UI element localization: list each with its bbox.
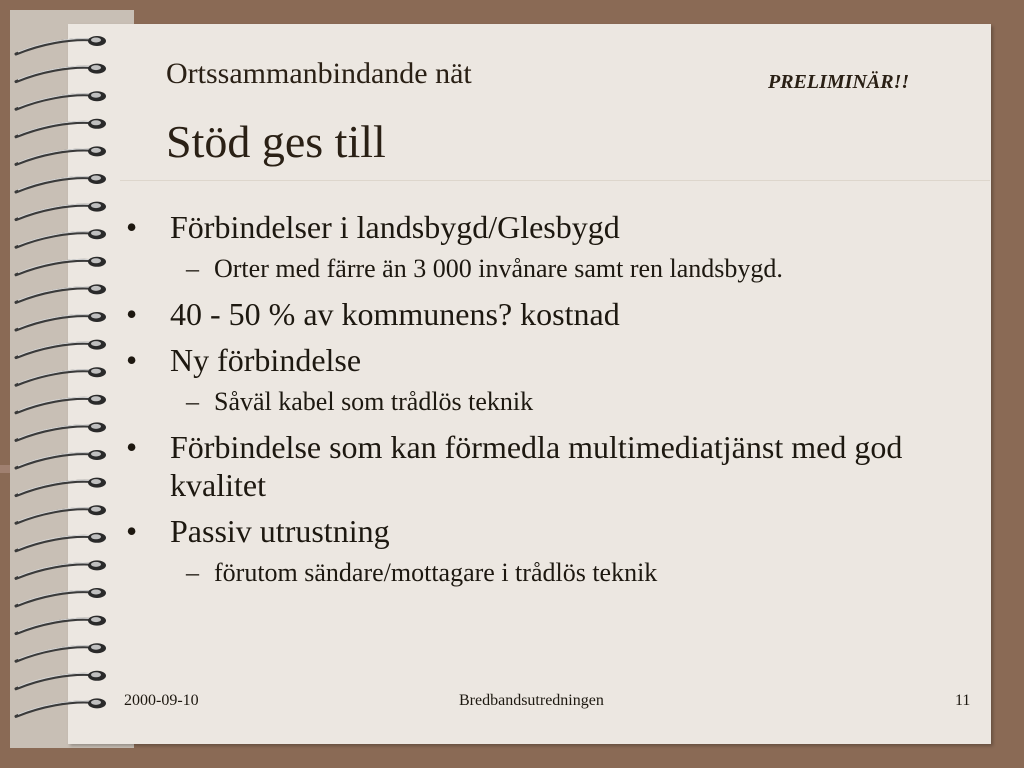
bullet-text: 40 - 50 % av kommunens? kostnad (170, 296, 620, 332)
sub-bullet-text: förutom sändare/mottagare i trådlös teknik (214, 558, 658, 587)
spiral-binding-ring-icon (16, 257, 106, 275)
spiral-binding-ring-icon (16, 450, 106, 468)
spiral-binding-ring-icon (16, 174, 106, 192)
bullet-text: Passiv utrustning (170, 513, 390, 549)
spiral-binding-ring-icon (16, 36, 106, 54)
sub-bullet-text: Orter med färre än 3 000 invånare samt ren landsbygd. (214, 254, 783, 283)
footer-center: Bredbandsutredningen (459, 692, 604, 709)
spiral-binding-ring-icon (16, 284, 106, 302)
spiral-binding-ring-icon (16, 367, 106, 385)
spiral-binding-ring-icon (16, 478, 106, 496)
bullet-text: Förbindelse som kan förmedla multimediatjänst med god kvalitet (170, 429, 903, 503)
bullet-item (126, 208, 966, 246)
spiral-binding-ring-icon (16, 698, 106, 716)
spiral-binding-ring-icon (16, 229, 106, 247)
bullet-icon: • (126, 342, 138, 378)
sub-bullet-item (126, 556, 966, 589)
spiral-binding-ring-icon (16, 560, 106, 578)
bullet-item (126, 295, 966, 333)
bullet-text: Ny förbindelse (170, 342, 362, 378)
slide-subtitle: Ortssammanbindande nät (166, 57, 472, 90)
bullet-icon: • (126, 513, 138, 549)
bullet-item (126, 341, 966, 379)
bullet-icon: • (126, 296, 138, 332)
bullet-item (126, 512, 966, 550)
spiral-binding-ring-icon (16, 202, 106, 220)
sub-bullet-item (126, 385, 966, 418)
spiral-binding-ring-icon (16, 422, 106, 440)
dash-icon: – (186, 254, 199, 283)
title-divider (120, 180, 990, 181)
spiral-binding-ring-icon (16, 64, 106, 82)
sub-bullet-item (126, 252, 966, 285)
spiral-binding-ring-icon (16, 616, 106, 634)
spiral-binding-ring-icon (16, 91, 106, 109)
bullet-text: Förbindelser i landsbygd/Glesbygd (170, 209, 620, 245)
spiral-binding-ring-icon (16, 643, 106, 661)
page-number: 11 (955, 692, 971, 709)
bullet-icon: • (126, 209, 138, 245)
bullet-item (126, 428, 966, 504)
spiral-binding-ring-icon (16, 588, 106, 606)
spiral-binding-ring-icon (16, 533, 106, 551)
spiral-binding-ring-icon (16, 146, 106, 164)
spiral-binding-ring-icon (16, 119, 106, 137)
dash-icon: – (186, 387, 199, 416)
spiral-binding-ring-icon (16, 505, 106, 523)
spiral-binding (0, 0, 124, 768)
bullet-list (126, 208, 966, 599)
spiral-binding-ring-icon (16, 395, 106, 413)
bullet-icon: • (126, 429, 138, 465)
preliminary-label: PRELIMINÄR!! (768, 71, 910, 93)
sub-bullet-text: Såväl kabel som trådlös teknik (214, 387, 534, 416)
spiral-binding-ring-icon (16, 671, 106, 689)
spiral-binding-ring-icon (16, 312, 106, 330)
footer-date: 2000-09-10 (124, 692, 199, 709)
slide-title: Stöd ges till (166, 116, 386, 167)
spiral-binding-ring-icon (16, 340, 106, 358)
dash-icon: – (186, 558, 199, 587)
